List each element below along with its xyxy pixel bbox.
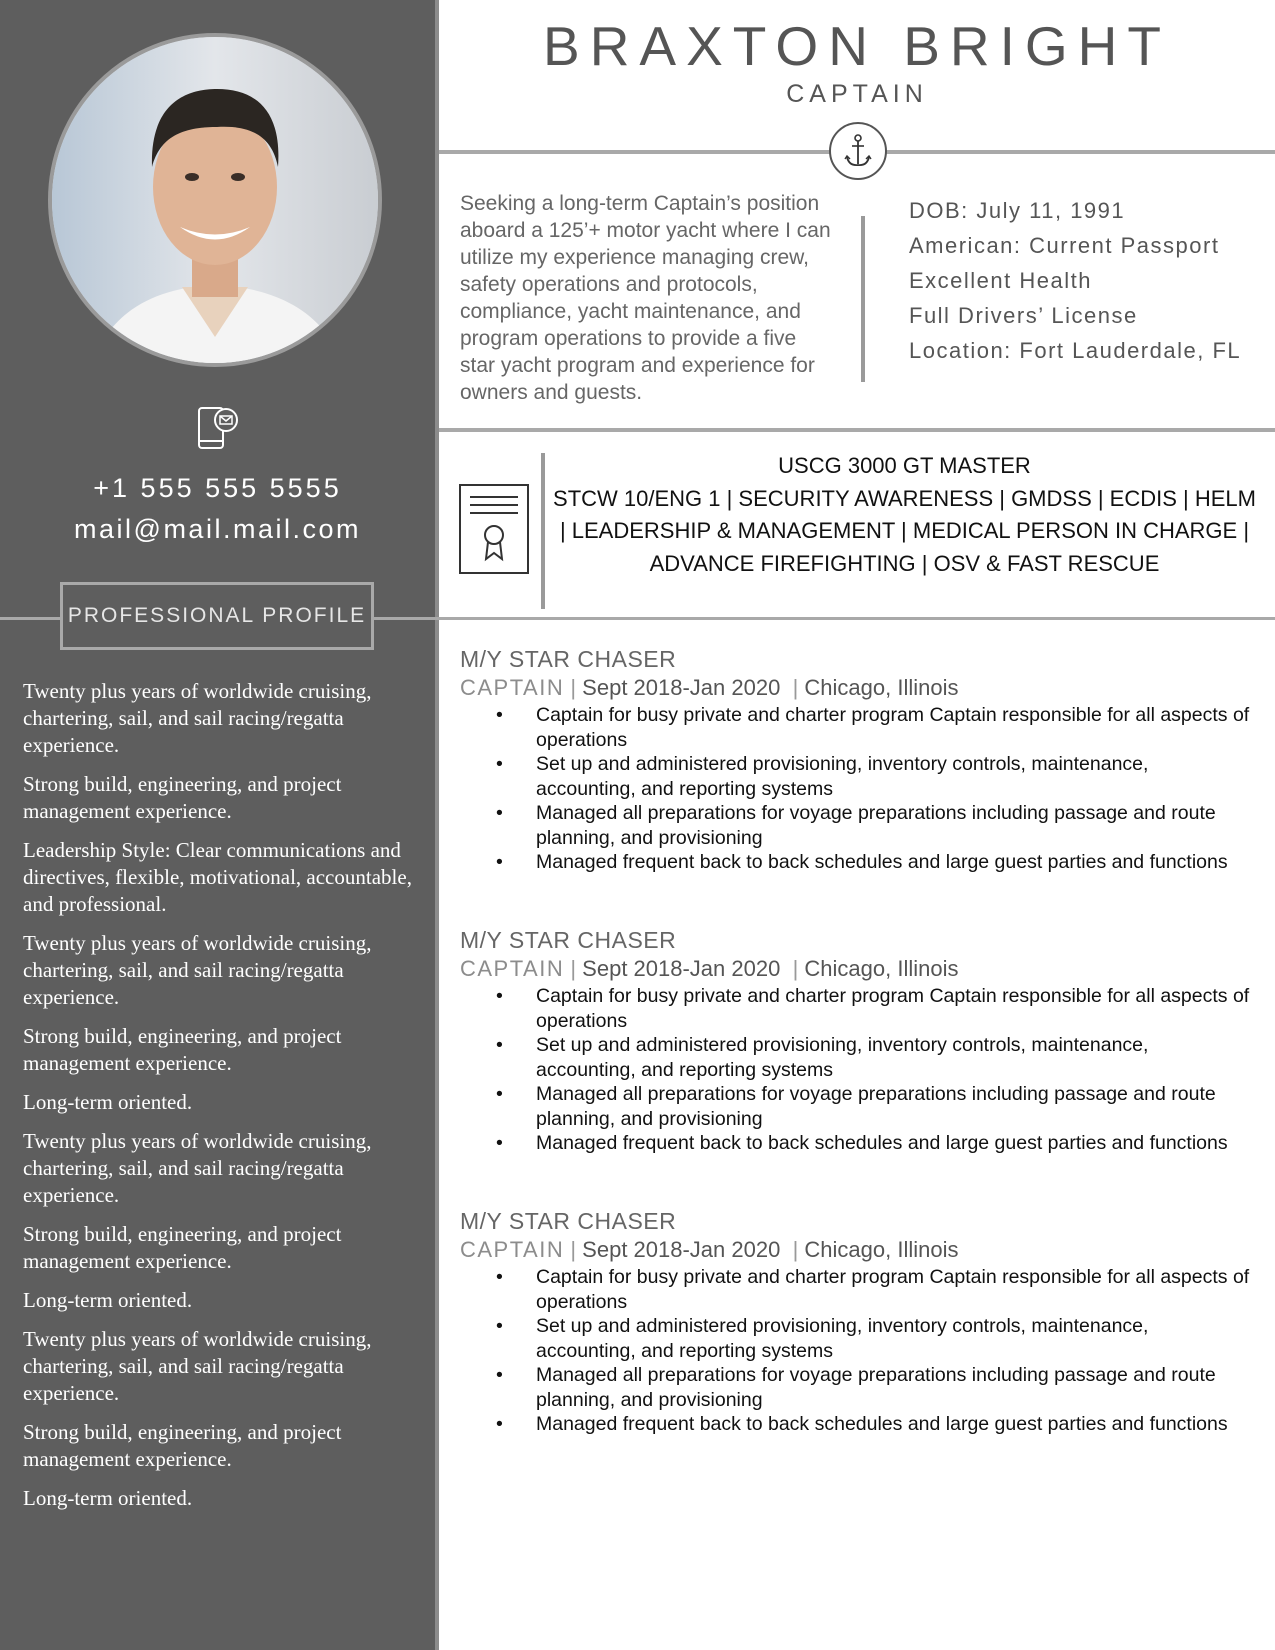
list-item: • Set up and administered provisioning, inventory controls, maintenance, accounting, and reporting systems xyxy=(496,1315,1149,1362)
job-dates: Sept 2018-Jan 2020 xyxy=(582,675,781,700)
list-item: • Managed all preparations for voyage preparations including passage and route planning, and provisioning xyxy=(496,1083,1216,1130)
phone-mail-icon xyxy=(196,405,240,451)
job-bullets xyxy=(460,984,1250,1156)
fact-item: Excellent Health xyxy=(909,268,1092,293)
column-divider xyxy=(861,216,865,382)
objective-text: Seeking a long-term Captain’s position aboard a 125’+ motor yacht where I can utilize my experience managing crew, safety operations and protocols, compliance, yacht maintenance, and program operations to provide a five star yacht program and experience for owners and guests. xyxy=(460,192,831,404)
cert-line: ADVANCE FIREFIGHTING | OSV & FAST RESCUE xyxy=(649,550,1160,576)
profile-item: Twenty plus years of worldwide cruising, chartering, sail, and sail racing/regatta experience. xyxy=(23,1327,372,1405)
personal-facts xyxy=(909,193,1241,368)
list-item: • Captain for busy private and charter program Captain responsible for all aspects of operations xyxy=(496,704,1250,751)
profile-heading: PROFESSIONAL PROFILE xyxy=(60,582,374,650)
job-entry xyxy=(460,1207,1250,1437)
list-item: • Managed frequent back to back schedules and large guest parties and functions xyxy=(496,1413,1228,1435)
job-bullets xyxy=(460,703,1250,875)
candidate-title: CAPTAIN xyxy=(786,80,928,108)
job-location: Chicago, Illinois xyxy=(804,956,959,981)
anchor-icon xyxy=(831,124,885,178)
job-dates: Sept 2018-Jan 2020 xyxy=(582,1237,781,1262)
job-meta: CAPTAIN | Sept 2018-Jan 2020 | Chicago, Illinois xyxy=(460,1237,959,1262)
job-role: CAPTAIN xyxy=(460,675,565,700)
vessel-name: M/Y STAR CHASER xyxy=(460,646,677,672)
fact-item: American: Current Passport xyxy=(909,233,1220,258)
cert-divider xyxy=(541,453,545,609)
certificate-icon xyxy=(458,483,530,575)
job-role: CAPTAIN xyxy=(460,956,565,981)
cert-line: USCG 3000 GT MASTER xyxy=(778,453,1031,478)
anchor-badge xyxy=(829,122,887,180)
list-item: • Captain for busy private and charter program Captain responsible for all aspects of operations xyxy=(496,1266,1250,1313)
phone-number: +1 555 555 5555 xyxy=(93,473,342,503)
cert-line: STCW 10/ENG 1 | SECURITY AWARENESS | GMDSS | ECDIS | HELM xyxy=(553,485,1256,511)
job-role: CAPTAIN xyxy=(460,1237,565,1262)
profile-photo xyxy=(48,33,382,367)
vessel-name: M/Y STAR CHASER xyxy=(460,927,677,953)
job-location: Chicago, Illinois xyxy=(804,675,959,700)
profile-item: Twenty plus years of worldwide cruising, chartering, sail, and sail racing/regatta experience. xyxy=(23,1129,372,1207)
sidebar-divider xyxy=(435,0,439,1650)
list-item: • Managed all preparations for voyage preparations including passage and route planning, and provisioning xyxy=(496,802,1216,849)
list-item: • Managed frequent back to back schedules and large guest parties and functions xyxy=(496,1132,1228,1154)
cert-line: | LEADERSHIP & MANAGEMENT | MEDICAL PERSON IN CHARGE | xyxy=(559,518,1250,543)
job-bullets xyxy=(460,1265,1250,1437)
email-address: mail@mail.mail.com xyxy=(74,514,361,544)
profile-item: Strong build, engineering, and project management experience. xyxy=(23,1420,342,1471)
fact-item: Location: Fort Lauderdale, FL xyxy=(909,338,1242,363)
fact-item: Full Drivers’ License xyxy=(909,303,1138,328)
profile-item: Strong build, engineering, and project management experience. xyxy=(23,772,342,823)
job-meta: CAPTAIN | Sept 2018-Jan 2020 | Chicago, Illinois xyxy=(460,956,959,981)
candidate-name: BRAXTON BRIGHT xyxy=(543,15,1171,77)
profile-list xyxy=(23,678,413,1524)
list-item: • Captain for busy private and charter program Captain responsible for all aspects of operations xyxy=(496,985,1250,1032)
job-entry xyxy=(460,645,1250,875)
job-location: Chicago, Illinois xyxy=(804,1237,959,1262)
profile-item: Strong build, engineering, and project management experience. xyxy=(23,1222,342,1273)
job-meta: CAPTAIN | Sept 2018-Jan 2020 | Chicago, Illinois xyxy=(460,675,959,700)
section-rule xyxy=(439,428,1275,432)
list-item: • Set up and administered provisioning, inventory controls, maintenance, accounting, and reporting systems xyxy=(496,1034,1149,1081)
list-item: • Managed frequent back to back schedules and large guest parties and functions xyxy=(496,851,1228,873)
profile-item: Twenty plus years of worldwide cruising, chartering, sail, and sail racing/regatta experience. xyxy=(23,679,372,757)
profile-item: Leadership Style: Clear communications and directives, flexible, motivational, accountable, and professional. xyxy=(23,838,412,916)
profile-item: Long-term oriented. xyxy=(23,1288,193,1312)
vessel-name: M/Y STAR CHASER xyxy=(460,1208,677,1234)
certifications xyxy=(552,450,1257,580)
profile-item: Twenty plus years of worldwide cruising, chartering, sail, and sail racing/regatta experience. xyxy=(23,931,372,1009)
profile-item: Long-term oriented. xyxy=(23,1090,193,1114)
profile-item: Long-term oriented. xyxy=(23,1486,193,1510)
list-item: • Managed all preparations for voyage preparations including passage and route planning, and provisioning xyxy=(496,1364,1216,1411)
profile-item: Strong build, engineering, and project management experience. xyxy=(23,1024,342,1075)
job-entry xyxy=(460,926,1250,1156)
fact-item: DOB: July 11, 1991 xyxy=(909,198,1126,223)
list-item: • Set up and administered provisioning, inventory controls, maintenance, accounting, and reporting systems xyxy=(496,753,1149,800)
job-dates: Sept 2018-Jan 2020 xyxy=(582,956,781,981)
